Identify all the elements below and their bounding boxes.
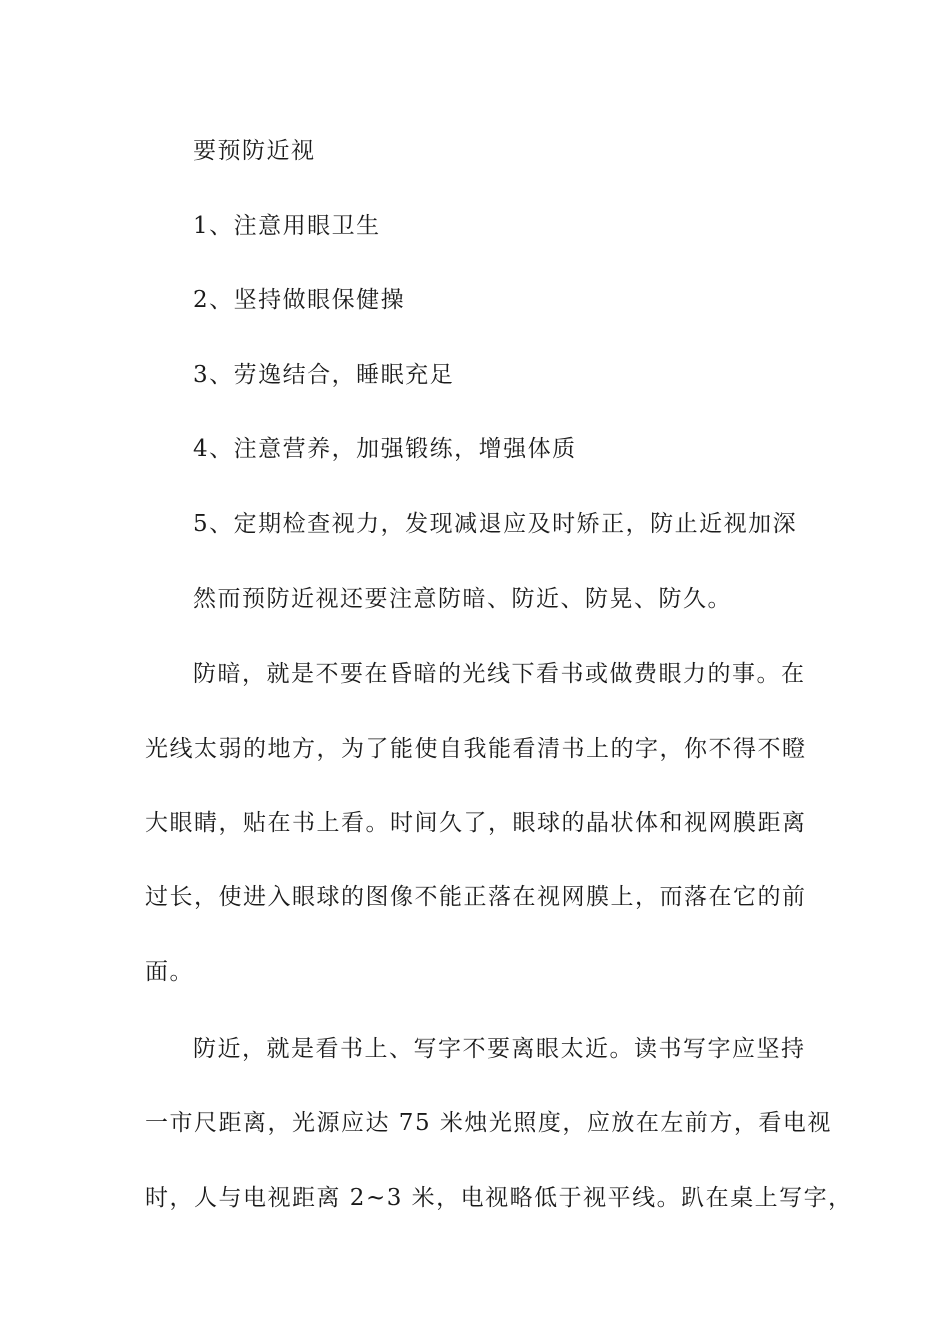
paragraph-line: 光线太弱的地方，为了能使自我能看清书上的字，你不得不瞪 [145, 736, 807, 762]
list-item-4: 4、注意营养，加强锻练，增强体质 [193, 436, 577, 462]
paragraph-line: 防暗，就是不要在昏暗的光线下看书或做费眼力的事。在 [193, 661, 806, 687]
paragraph-line: 时，人与电视距离 2~3 米，电视略低于视平线。趴在桌上写字， [145, 1185, 853, 1211]
list-item-2: 2、坚持做眼保健操 [193, 287, 406, 313]
paragraph-line: 防近，就是看书上、写字不要离眼太近。读书写字应坚持 [193, 1036, 806, 1062]
intro-sentence: 然而预防近视还要注意防暗、防近、防晃、防久。 [193, 586, 732, 612]
paragraph-line: 大眼睛，贴在书上看。时间久了，眼球的晶状体和视网膜距离 [145, 810, 807, 836]
paragraph-line: 过长，使进入眼球的图像不能正落在视网膜上，而落在它的前 [145, 884, 807, 910]
list-item-3: 3、劳逸结合，睡眠充足 [193, 362, 455, 388]
list-item-1: 1、注意用眼卫生 [193, 213, 381, 239]
paragraph-line: 一市尺距离，光源应达 75 米烛光照度，应放在左前方，看电视 [145, 1110, 832, 1136]
list-item-5: 5、定期检查视力，发现减退应及时矫正，防止近视加深 [193, 511, 798, 537]
section-heading: 要预防近视 [193, 138, 316, 164]
paragraph-line: 面。 [145, 959, 194, 985]
